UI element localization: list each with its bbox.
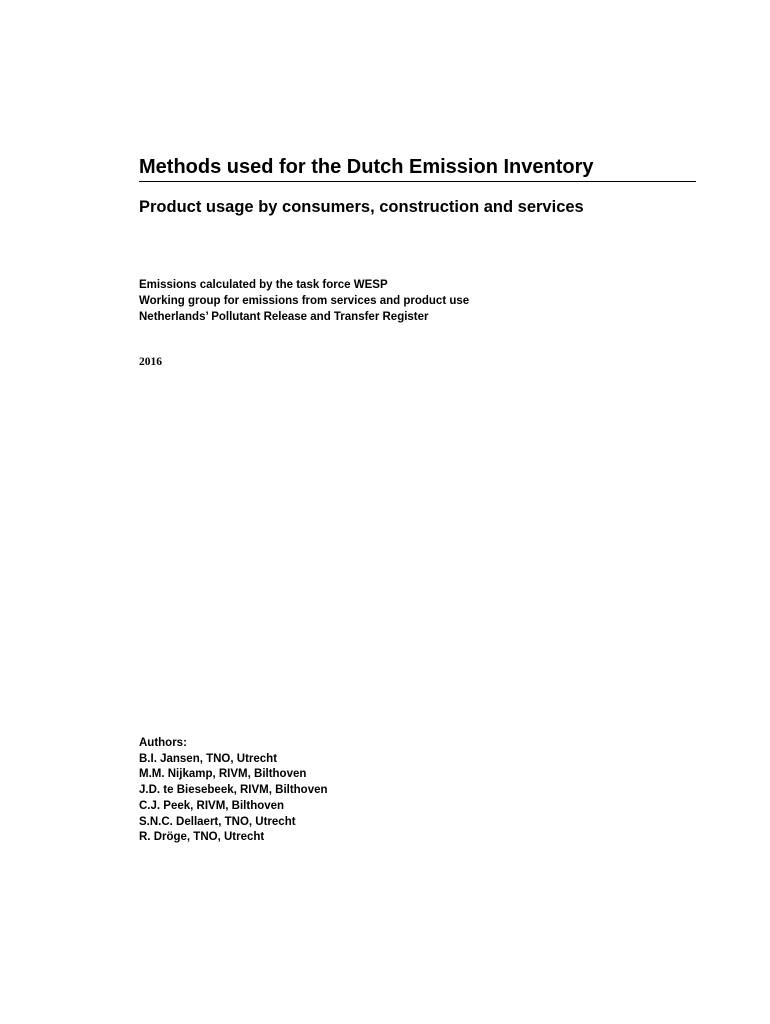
publication-year: 2016 (139, 356, 162, 368)
author-item: M.M. Nijkamp, RIVM, Bilthoven (139, 768, 307, 781)
authors-block (139, 736, 328, 846)
info-line-register: Netherlands’ Pollutant Release and Transfer Register (139, 311, 429, 323)
author-item: C.J. Peek, RIVM, Bilthoven (139, 799, 285, 812)
title-underline (139, 181, 696, 182)
author-item: J.D. te Biesebeek, RIVM, Bilthoven (139, 784, 328, 797)
info-line-task-force: Emissions calculated by the task force WESP (139, 279, 388, 291)
author-item: R. Dröge, TNO, Utrecht (139, 831, 265, 844)
author-item: S.N.C. Dellaert, TNO, Utrecht (139, 815, 296, 828)
info-line-working-group: Working group for emissions from services and product use (139, 295, 470, 307)
info-block (139, 277, 469, 325)
document-subtitle: Product usage by consumers, construction and services (139, 198, 584, 216)
authors-label: Authors: (139, 737, 187, 749)
document-title: Methods used for the Dutch Emission Inventory (139, 156, 594, 178)
author-item: B.I. Jansen, TNO, Utrecht (139, 752, 278, 765)
